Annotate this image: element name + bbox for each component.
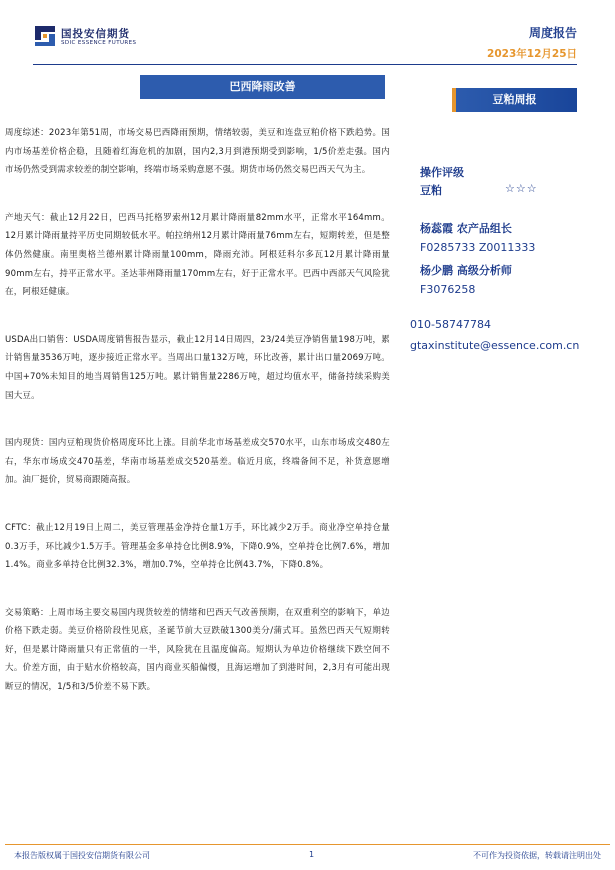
weekly-summary-paragraph: 周度综述：2023年第51周，市场交易巴西降雨预期，情绪较弱，美豆和连盘豆粕价格下跌趋势。国内市场基差价格企稳，且随着红海危机的加剧，国内2,3月到港预期受到影响，1/5价差走强。国内市场仍然受到需求较差的制空影响，终端市场采购意愿不强。期货市场仍然交易巴西天气为主。 — [5, 128, 390, 176]
analyst-2: 杨少鹏 高级分析师 — [420, 264, 512, 277]
analyst-1: 杨蕊霞 农产品组长 — [420, 222, 512, 235]
analyst-2-code: F3076258 — [420, 283, 476, 296]
logo-name-cn: 国投安信期货 — [61, 28, 130, 40]
header-divider — [33, 64, 577, 65]
analyst-1-codes: F0285733 Z0011333 — [420, 241, 536, 254]
report-title-bar — [140, 75, 385, 99]
report-category-label: 豆粕周报 — [492, 93, 537, 106]
logo-name-en: SDIC ESSENCE FUTURES — [61, 40, 137, 46]
cftc-paragraph: CFTC：截止12月19日上周二，美豆管理基金净持仓量1万手，环比减少2万手。商业净空单持仓量0.3万手，环比减少1.5万手。管理基金多单持仓比例8.9%，下降0.9%，空单持仓比例7.6%，增加1.4%。商业多单持仓比例32.3%，增加0.7%，空单持仓比例43.7%，下降0.8%。 — [5, 522, 390, 571]
report-category-tag — [452, 88, 577, 112]
footer-disclaimer: 不可作为投资依据，转载请注明出处 — [473, 851, 601, 860]
company-logo — [33, 24, 153, 54]
report-body — [5, 124, 390, 726]
footer-divider — [5, 844, 610, 845]
trading-strategy-paragraph: 交易策略：上周市场主要交易国内现货较差的情绪和巴西天气改善预期，在双重利空的影响下，单边价格下跌走弱。美豆价格阶段性见底，圣诞节前大豆跌破1300美分/蒲式耳。虽然巴西天气短期转好，但是累计降雨量只有正常值的一半，风险犹在且温度偏高。短期认为单边价格继续下跌空间不大。价差方面，由于贴水价格较高，国内商业买船偏慢，且海运增加了到港时间，2,3月有可能出现断豆的情况，1/5和3/5价差不易下跌。 — [5, 607, 390, 693]
tag-accent — [452, 88, 456, 112]
rating-title: 操作评级 — [420, 166, 464, 179]
contact-phone: 010-58747784 — [410, 318, 491, 331]
footer-page-number: 1 — [309, 850, 315, 859]
report-date: 2023年12月25日 — [487, 48, 577, 60]
origin-weather-paragraph: 产地天气：截止12月22日，巴西马托格罗索州12月累计降雨量82mm水平，正常水平164mm。12月累计降雨量持平历史同期较低水平。帕拉纳州12月累计降雨量76mm左右，短期转差，但是整体仍然健康。南里奥格兰德州累计降雨量100mm，降雨充沛。阿根廷科尔多瓦12月累计降雨量90mm左右，持平正常水平。圣达菲州降雨量170mm左右，好于正常水平。巴西中西部天气风险犹在，阿根廷健康。 — [5, 212, 390, 298]
report-type: 周度报告 — [528, 26, 577, 40]
domestic-spot-paragraph: 国内现货：国内豆粕现货价格周度环比上涨。目前华北市场基差成交570水平，山东市场成交480左右，华东市场成交470基差，华南市场基差成交520基差。临近月底，终端备间不足，补货意愿增加。油厂挺价，贸易商跟随高报。 — [5, 438, 390, 486]
report-title: 巴西降雨改善 — [229, 80, 296, 93]
usda-export-sales-paragraph: USDA出口销售：USDA周度销售报告显示，截止12月14日周四，23/24美豆净销售量198万吨，累计销售量3536万吨，逐步接近正常水平。当周出口量132万吨，环比改善，累计出口量2069万吨。中国+70%未知目的地当周销售125万吨。累计销售量2286万吨，超过均值水平，储备持续采购美国大豆。 — [5, 334, 390, 401]
contact-email[interactable]: gtaxinstitute@essence.com.cn — [410, 339, 580, 352]
rating-item: 豆粕 — [420, 184, 442, 197]
rating-row — [420, 182, 570, 198]
footer-copyright: 本报告版权属于国投安信期货有限公司 — [14, 851, 150, 860]
rating-stars-icon: ☆☆☆ — [505, 182, 538, 195]
logo-mark-icon — [33, 24, 57, 48]
